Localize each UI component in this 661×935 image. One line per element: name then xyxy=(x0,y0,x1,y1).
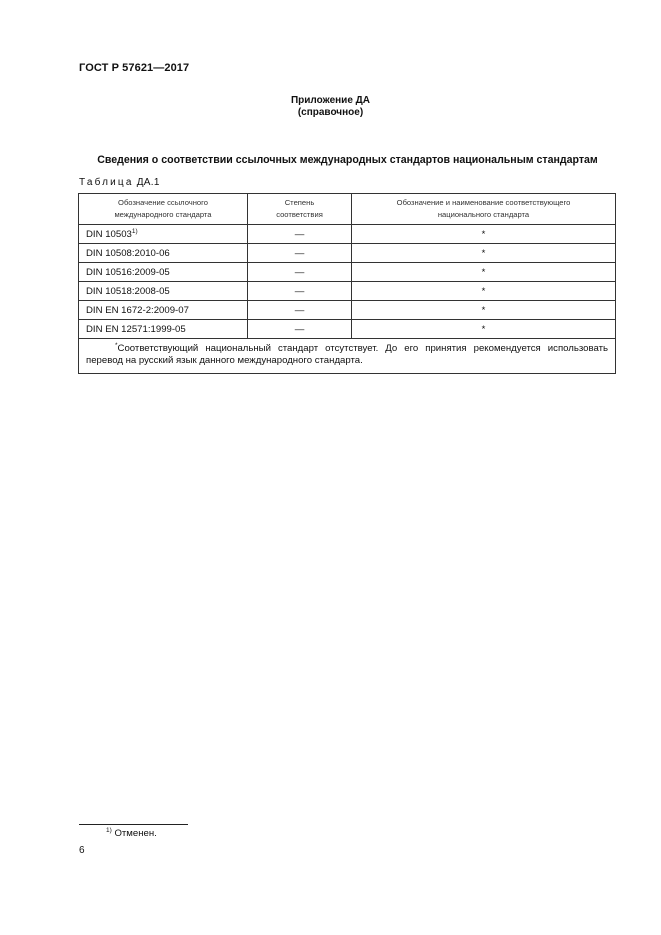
national-standard-cell: * xyxy=(352,301,616,320)
national-standard-cell: * xyxy=(352,320,616,339)
table-caption-number: ДА.1 xyxy=(136,177,160,188)
national-standard-cell: * xyxy=(352,282,616,301)
column-header-national: Обозначение и наименование соответствующего национального стандарта xyxy=(352,194,616,225)
table-row xyxy=(79,320,616,339)
national-standard-cell: * xyxy=(352,263,616,282)
degree-cell: — xyxy=(248,225,352,244)
annex-heading xyxy=(0,95,661,119)
table-note-row xyxy=(79,339,616,374)
footnote-reference[interactable]: 1) xyxy=(131,227,138,235)
degree-cell: — xyxy=(248,282,352,301)
footnote-separator xyxy=(79,824,188,825)
table-note-text: Соответствующий национальный стандарт отсутствует. До его принятия рекомендуется использовать перевод на русский язык данного международного стандарта. xyxy=(86,343,608,366)
column-header-designation: Обозначение ссылочного международного стандарта xyxy=(79,194,248,225)
degree-cell: — xyxy=(248,320,352,339)
table-caption-word: Таблица xyxy=(79,177,134,188)
table-row xyxy=(79,244,616,263)
table-header-row xyxy=(79,194,616,225)
correspondence-table xyxy=(78,193,616,374)
designation-cell: DIN EN 12571:1999-05 xyxy=(79,320,248,339)
table-note xyxy=(79,339,616,374)
designation-cell: DIN 10503$^{1)}$ xyxy=(79,225,248,244)
degree-cell: — xyxy=(248,263,352,282)
designation-cell: DIN 10508:2010-06 xyxy=(79,244,248,263)
table-caption xyxy=(79,177,160,188)
designation-cell: DIN 10518:2008-05 xyxy=(79,282,248,301)
column-header-degree: Степень соответствия xyxy=(248,194,352,225)
annex-label: Приложение ДА xyxy=(290,95,371,106)
annex-title: Сведения о соответствии ссылочных международных стандартов национальным стандартам xyxy=(97,154,598,166)
national-standard-cell: * xyxy=(352,225,616,244)
footnote-text: Отменен. xyxy=(114,828,157,839)
table-row xyxy=(79,282,616,301)
footnote-mark: 1) xyxy=(106,826,112,834)
degree-cell: — xyxy=(248,244,352,263)
table-note-mark: * xyxy=(115,341,118,349)
table-row xyxy=(79,263,616,282)
annex-kind: (справочное) xyxy=(297,107,364,118)
table-row xyxy=(79,225,616,244)
designation-cell: DIN EN 1672-2:2009-07 xyxy=(79,301,248,320)
standard-designation: ГОСТ Р 57621—2017 xyxy=(79,62,190,74)
national-standard-cell: * xyxy=(352,244,616,263)
degree-cell: — xyxy=(248,301,352,320)
table-row xyxy=(79,301,616,320)
footnote xyxy=(106,828,157,839)
page-number: 6 xyxy=(79,845,85,856)
designation-cell: DIN 10516:2009-05 xyxy=(79,263,248,282)
